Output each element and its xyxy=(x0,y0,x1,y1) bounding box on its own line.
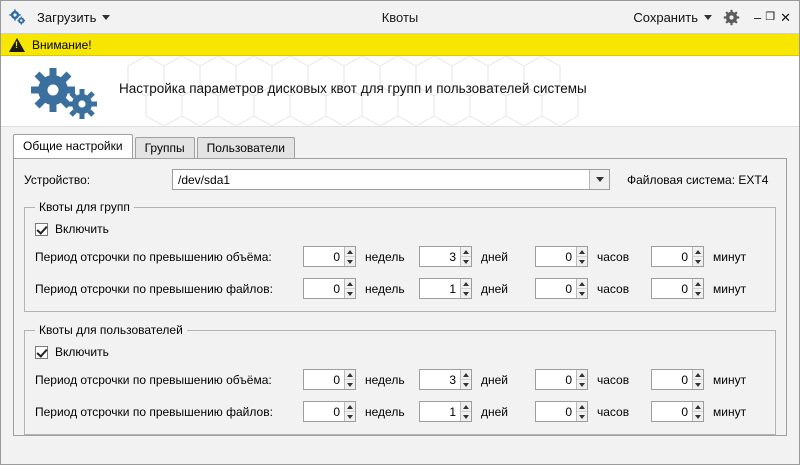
users-files-grace-row xyxy=(35,401,767,422)
groups-size-minutes-spinner[interactable] xyxy=(651,246,704,267)
users-size-days-input[interactable] xyxy=(420,370,460,389)
groups-files-weeks-unit: недель xyxy=(365,281,405,296)
users-size-hours-spinner[interactable] xyxy=(535,369,588,390)
users-size-days-spinner[interactable] xyxy=(419,369,472,390)
users-enable-label: Включить xyxy=(55,345,109,359)
spin-up-icon[interactable] xyxy=(577,279,587,289)
groups-files-grace-row xyxy=(35,278,767,299)
spin-down-icon[interactable] xyxy=(345,380,355,389)
groups-files-minutes-spinner[interactable] xyxy=(651,278,704,299)
users-files-minutes-input[interactable] xyxy=(652,402,692,421)
groups-size-weeks-unit: недель xyxy=(365,249,405,264)
spin-down-icon[interactable] xyxy=(577,289,587,298)
groups-size-minutes-unit: минут xyxy=(713,249,747,264)
users-size-weeks-input[interactable] xyxy=(304,370,344,389)
banner xyxy=(1,56,799,127)
groups-files-minutes-input[interactable] xyxy=(652,279,692,298)
users-files-minutes-spinner[interactable] xyxy=(651,401,704,422)
spin-down-icon[interactable] xyxy=(461,380,471,389)
groups-quota-legend: Квоты для групп xyxy=(39,200,130,214)
save-menu-label: Сохранить xyxy=(633,9,698,25)
warning-bar xyxy=(1,34,799,56)
users-files-hours-spinner[interactable] xyxy=(535,401,588,422)
users-files-hours-unit: часов xyxy=(597,404,630,419)
users-size-weeks-unit: недель xyxy=(365,372,405,387)
users-size-hours-unit: часов xyxy=(597,372,630,387)
groups-files-hours-input[interactable] xyxy=(536,279,576,298)
tab-general[interactable]: Общие настройки xyxy=(13,134,133,158)
groups-files-days-spinner[interactable] xyxy=(419,278,472,299)
spin-down-icon[interactable] xyxy=(693,380,703,389)
close-button[interactable]: ✕ xyxy=(780,9,791,25)
spin-up-icon[interactable] xyxy=(693,279,703,289)
groups-size-grace-label: Период отсрочки по превышению объёма: xyxy=(35,249,272,264)
users-files-days-input[interactable] xyxy=(420,402,460,421)
groups-files-weeks-input[interactable] xyxy=(304,279,344,298)
spin-up-icon[interactable] xyxy=(693,402,703,412)
spin-up-icon[interactable] xyxy=(461,402,471,412)
groups-size-grace-row xyxy=(35,246,767,267)
filesystem-info: Файловая система: EXT4 xyxy=(627,172,769,187)
settings-gear-icon[interactable] xyxy=(723,9,740,26)
users-files-weeks-unit: недель xyxy=(365,404,405,419)
spin-up-icon[interactable] xyxy=(577,247,587,257)
groups-size-hours-input[interactable] xyxy=(536,247,576,266)
groups-files-days-unit: дней xyxy=(481,281,509,296)
groups-size-weeks-spinner[interactable] xyxy=(303,246,356,267)
users-size-days-unit: дней xyxy=(481,372,509,387)
users-files-hours-input[interactable] xyxy=(536,402,576,421)
chevron-down-icon xyxy=(102,15,110,20)
spin-up-icon[interactable] xyxy=(345,247,355,257)
spin-down-icon[interactable] xyxy=(693,412,703,421)
users-size-grace-label: Период отсрочки по превышению объёма: xyxy=(35,372,272,387)
users-quota-section xyxy=(24,323,776,435)
tab-users[interactable]: Пользователи xyxy=(197,137,295,159)
users-enable-row[interactable] xyxy=(35,345,767,359)
warning-text: Внимание! xyxy=(32,37,92,52)
groups-files-weeks-spinner[interactable] xyxy=(303,278,356,299)
spin-up-icon[interactable] xyxy=(461,247,471,257)
minimize-button[interactable]: – xyxy=(753,9,761,25)
spin-up-icon[interactable] xyxy=(577,370,587,380)
banner-title: Настройка параметров дисковых квот для групп и пользователей системы xyxy=(119,81,587,96)
users-size-minutes-spinner[interactable] xyxy=(651,369,704,390)
users-size-minutes-input[interactable] xyxy=(652,370,692,389)
device-label: Устройство: xyxy=(24,172,91,187)
users-files-weeks-input[interactable] xyxy=(304,402,344,421)
title-bar xyxy=(1,1,799,34)
chevron-down-icon[interactable] xyxy=(589,170,609,189)
tab-groups[interactable]: Группы xyxy=(135,137,195,159)
groups-enable-label: Включить xyxy=(55,222,109,236)
spin-up-icon[interactable] xyxy=(345,370,355,380)
groups-files-days-input[interactable] xyxy=(420,279,460,298)
groups-size-weeks-input[interactable] xyxy=(304,247,344,266)
spin-down-icon[interactable] xyxy=(577,412,587,421)
users-files-days-spinner[interactable] xyxy=(419,401,472,422)
users-size-weeks-spinner[interactable] xyxy=(303,369,356,390)
spin-up-icon[interactable] xyxy=(461,279,471,289)
device-select[interactable] xyxy=(172,169,610,190)
spin-down-icon[interactable] xyxy=(461,412,471,421)
spin-up-icon[interactable] xyxy=(345,279,355,289)
spin-up-icon[interactable] xyxy=(693,370,703,380)
groups-quota-section xyxy=(24,200,776,312)
users-files-minutes-unit: минут xyxy=(713,404,747,419)
spin-down-icon[interactable] xyxy=(461,257,471,266)
device-row xyxy=(24,169,776,190)
users-files-weeks-spinner[interactable] xyxy=(303,401,356,422)
load-menu-button[interactable] xyxy=(34,8,113,27)
groups-size-days-spinner[interactable] xyxy=(419,246,472,267)
spin-up-icon[interactable] xyxy=(345,402,355,412)
users-enable-checkbox[interactable] xyxy=(35,346,48,359)
users-size-hours-input[interactable] xyxy=(536,370,576,389)
users-size-minutes-unit: минут xyxy=(713,372,747,387)
groups-enable-checkbox[interactable] xyxy=(35,223,48,236)
groups-size-days-input[interactable] xyxy=(420,247,460,266)
load-menu-label: Загрузить xyxy=(37,9,97,25)
spin-down-icon[interactable] xyxy=(693,257,703,266)
users-files-days-unit: дней xyxy=(481,404,509,419)
groups-size-hours-spinner[interactable] xyxy=(535,246,588,267)
groups-files-hours-spinner[interactable] xyxy=(535,278,588,299)
users-size-grace-row xyxy=(35,369,767,390)
spin-down-icon[interactable] xyxy=(461,289,471,298)
groups-size-days-unit: дней xyxy=(481,249,509,264)
spin-down-icon[interactable] xyxy=(693,289,703,298)
users-files-grace-label: Период отсрочки по превышению файлов: xyxy=(35,404,273,419)
groups-files-grace-label: Период отсрочки по превышению файлов: xyxy=(35,281,273,296)
save-menu-button[interactable] xyxy=(630,8,715,27)
users-quota-legend: Квоты для пользователей xyxy=(39,323,183,337)
spin-down-icon[interactable] xyxy=(345,257,355,266)
spin-down-icon[interactable] xyxy=(577,257,587,266)
app-gears-icon xyxy=(9,9,26,26)
general-settings-panel xyxy=(13,158,787,436)
maximize-button[interactable]: ❐ xyxy=(765,10,776,23)
groups-size-hours-unit: часов xyxy=(597,249,630,264)
groups-enable-row[interactable] xyxy=(35,222,767,236)
chevron-down-icon xyxy=(704,15,712,20)
window-title: Квоты xyxy=(381,9,419,25)
groups-size-minutes-input[interactable] xyxy=(652,247,692,266)
spin-down-icon[interactable] xyxy=(577,380,587,389)
banner-gears-icon xyxy=(23,64,103,122)
warning-triangle-icon xyxy=(9,38,25,52)
spin-up-icon[interactable] xyxy=(577,402,587,412)
groups-files-hours-unit: часов xyxy=(597,281,630,296)
spin-up-icon[interactable] xyxy=(461,370,471,380)
spin-up-icon[interactable] xyxy=(693,247,703,257)
spin-down-icon[interactable] xyxy=(345,412,355,421)
groups-files-minutes-unit: минут xyxy=(713,281,747,296)
device-select-value: /dev/sda1 xyxy=(178,172,231,187)
tab-strip xyxy=(13,135,787,158)
spin-down-icon[interactable] xyxy=(345,289,355,298)
